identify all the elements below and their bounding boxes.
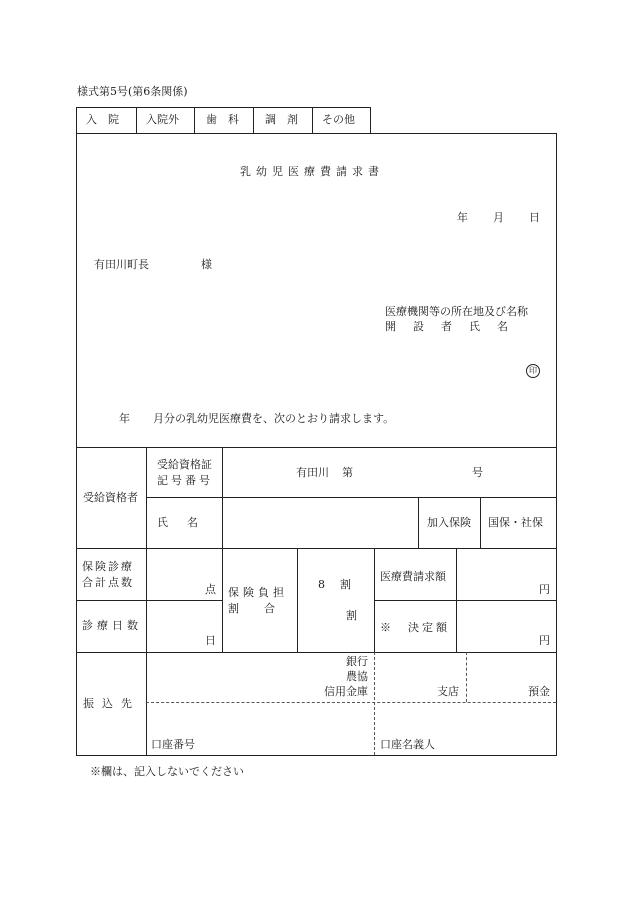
tab-other[interactable]: その他 (322, 113, 355, 126)
account-name-field[interactable] (440, 706, 552, 752)
cert-dai: 第 (342, 466, 353, 479)
page-title: 乳幼児医療費請求書 (240, 165, 384, 178)
provider-founder-label: 開 設 者 氏 名 (385, 320, 511, 333)
bank-option[interactable]: 銀行 (346, 655, 368, 668)
date-year: 年 (457, 211, 468, 224)
provider-location-label: 医療機関等の所在地及び名称 (385, 305, 528, 318)
account-number-field[interactable] (200, 706, 370, 752)
cert-town: 有田川 (296, 466, 329, 479)
form-number: 様式第5号(第6条関係) (77, 85, 188, 98)
points-field[interactable] (148, 551, 202, 597)
branch-label: 支店 (437, 685, 459, 698)
points-label-line2: 合計点数 (82, 576, 134, 589)
decision-field[interactable] (458, 603, 536, 649)
branch-field[interactable] (378, 655, 434, 699)
days-field[interactable] (148, 603, 202, 649)
seal-mark: 印 (526, 364, 540, 378)
deposit-label: 預金 (528, 685, 550, 698)
addressee-honorific: 様 (201, 258, 212, 271)
name-label: 氏 名 (157, 516, 202, 529)
amount-label: 医療費請求額 (380, 570, 446, 583)
noukyou-option[interactable]: 農協 (346, 670, 368, 683)
transfer-label: 振込先 (83, 697, 140, 710)
cert-label-line2: 記号番号 (157, 474, 213, 487)
points-unit: 点 (205, 583, 216, 596)
shinkin-option[interactable]: 信用金庫 (324, 685, 368, 698)
tab-pharmacy[interactable]: 調 剤 (265, 113, 298, 126)
date-day: 日 (529, 211, 540, 224)
points-label-line1: 保険診療 (82, 560, 134, 573)
date-month: 月 (493, 211, 504, 224)
deposit-type-field[interactable] (470, 655, 524, 699)
request-text: 月分の乳幼児医療費を、次のとおり請求します。 (153, 412, 395, 425)
cert-number-field[interactable] (354, 462, 464, 480)
cert-label-line1: 受給資格証 (157, 458, 212, 471)
account-name-label: 口座名義人 (380, 738, 435, 751)
tab-outpatient[interactable]: 入院外 (146, 113, 179, 126)
footnote: ※欄は、記入しないでください (90, 765, 244, 778)
tab-dental[interactable]: 歯 科 (206, 113, 239, 126)
days-label: 診療日数 (82, 619, 142, 632)
amount-unit: 円 (539, 583, 550, 596)
burden-value[interactable]: 8 (318, 578, 325, 591)
burden-wari: 割 (340, 578, 351, 591)
name-field[interactable] (224, 499, 416, 546)
recipient-section-label: 受給資格者 (83, 491, 138, 504)
amount-field[interactable] (458, 551, 536, 597)
bank-name-field[interactable] (150, 655, 320, 699)
burden-label-line2: 割 合 (228, 602, 282, 615)
insurance-label: 加入保険 (427, 516, 471, 529)
account-number-label: 口座番号 (151, 738, 195, 751)
decision-label: ※ 決定額 (380, 621, 450, 634)
addressee-name: 有田川町長 (94, 258, 149, 271)
request-year: 年 (119, 412, 130, 425)
burden-wari-2: 割 (346, 609, 357, 622)
insurance-value[interactable]: 国保・社保 (488, 516, 543, 529)
cert-go: 号 (472, 466, 483, 479)
tab-inpatient[interactable]: 入 院 (86, 113, 119, 126)
decision-unit: 円 (539, 634, 550, 647)
burden-label-line1: 保険負担 (228, 586, 288, 599)
days-unit: 日 (205, 634, 216, 647)
